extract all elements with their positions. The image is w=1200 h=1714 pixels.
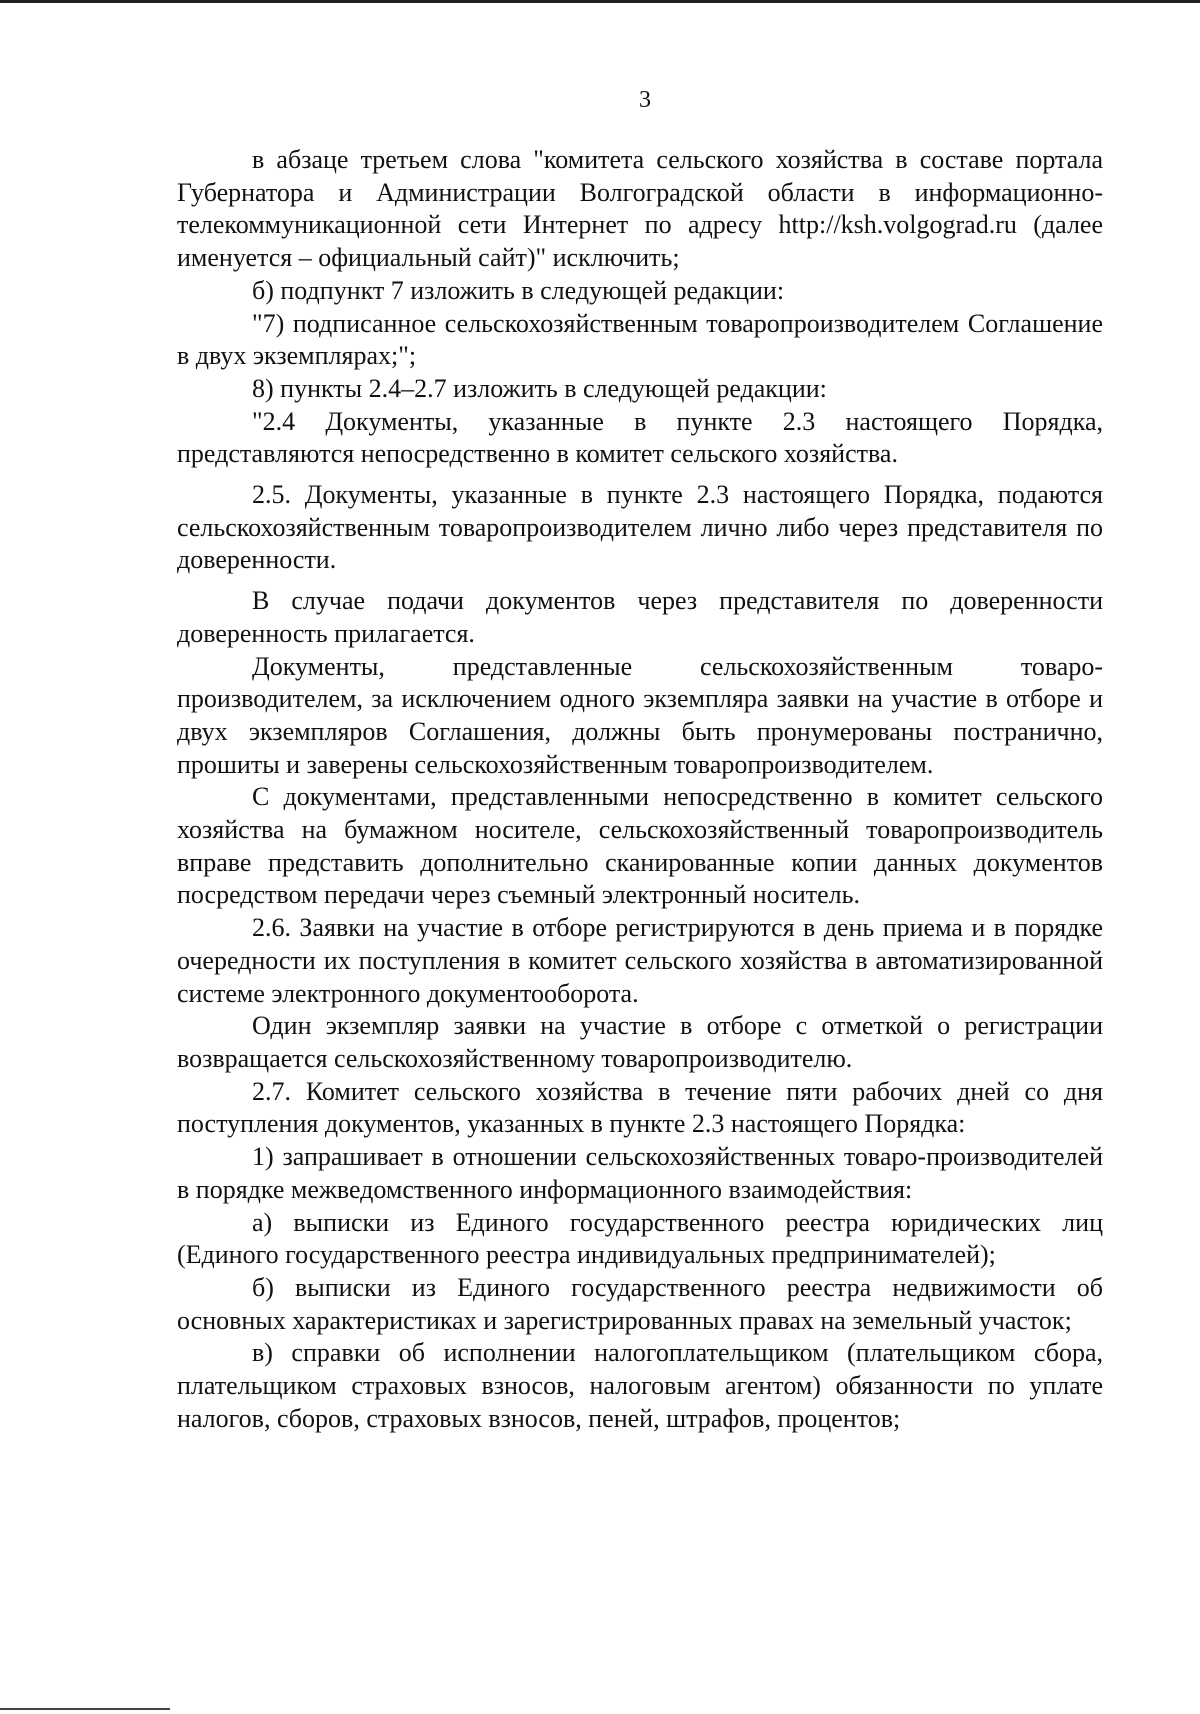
paragraph-2: б) подпункт 7 изложить в следующей редакции: [252,275,785,305]
paragraph-4: 8) пункты 2.4–2.7 изложить в следующей редакции: [252,373,827,403]
paragraph-13: 1) запрашивает в отношении сельскохозяйственных товаро-производителей в порядке межведомственного информационного взаимодействия: [177,1142,1103,1204]
document-body [177,144,1103,1435]
paragraph-3: "7) подписанное сельскохозяйственным товаропроизводителем Соглашение в двух экземплярах;"; [177,308,1103,371]
paragraph-16: в) справки об исполнении налогоплательщиком (плательщиком сбора, плательщиком страховых взносов, налоговым агентом) обязанности по уплате налогов, сборов, страховых взносов, пеней, штрафов, процентов; [177,1338,1103,1433]
scan-edge-top [0,0,1200,3]
paragraph-10: 2.6. Заявки на участие в отборе регистрируются в день приема и в порядке очередности их поступления в комитет сельского хозяйства в автоматизированной системе электронного документооборота. [177,913,1103,1008]
paragraph-7: В случае подачи документов через представителя по доверенности доверенность прилагается. [177,586,1103,648]
paragraph-11: Один экземпляр заявки на участие в отборе с отметкой о регистрации возвращается сельскохозяйственному товаропроизводителю. [177,1011,1103,1073]
paragraph-8: Документы, представленные сельскохозяйственным товаро-производителем, за исключением одного экземпляра заявки на участие в отборе и двух экземпляров Соглашения, должны быть пронумерованы постранично, прошиты и заверены сельскохозяйственным товаропроизводителем. [177,651,1103,779]
paragraph-6: 2.5. Документы, указанные в пункте 2.3 настоящего Порядка, подаются сельскохозяйственным товаропроизводителем лично либо через представителя по доверенности. [177,480,1103,575]
paragraph-1: в абзаце третьем слова "комитета сельского хозяйства в составе портала Губернатора и Администрации Волгоградской области в информационно-телекоммуникационной сети Интернет по адресу http://ksh.volgograd.ru (далее именуется – официальный сайт)" исключить; [177,145,1103,273]
paragraph-12: 2.7. Комитет сельского хозяйства в течение пяти рабочих дней со дня поступления документов, указанных в пункте 2.3 настоящего Порядка: [177,1076,1103,1139]
paragraph-9: С документами, представленными непосредственно в комитет сельского хозяйства на бумажном носителе, сельскохозяйственный товаропроизводитель вправе представить дополнительно сканированные копии данных документов посредством передачи через съемный электронный носитель. [177,782,1103,910]
page-number: 3 [639,87,651,113]
paragraph-5: "2.4 Документы, указанные в пункте 2.3 настоящего Порядка, представляются непосредственно в комитет сельского хозяйства. [177,406,1103,469]
scan-edge-bottom [0,1708,170,1710]
paragraph-15: б) выписки из Единого государственного реестра недвижимости об основных характеристиках и зарегистрированных правах на земельный участок; [177,1272,1103,1335]
paragraph-14: а) выписки из Единого государственного реестра юридических лиц (Единого государственного реестра индивидуальных предпринимателей); [177,1207,1103,1270]
